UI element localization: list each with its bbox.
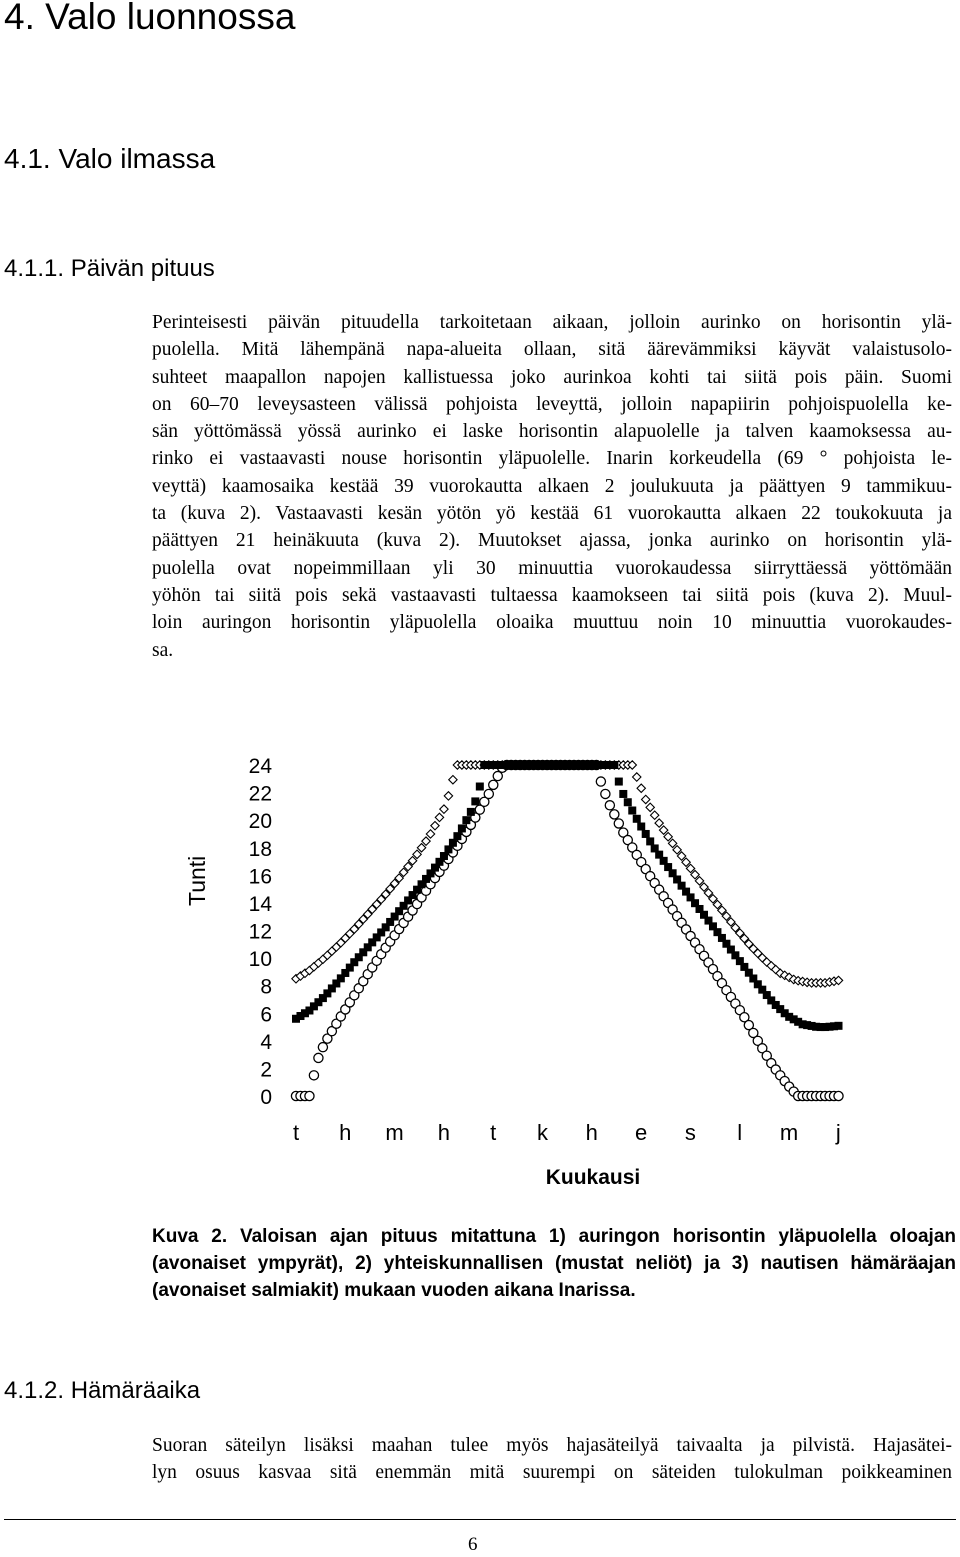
daylength-chart [150, 752, 910, 1197]
paragraph-line: Suoran säteilyn lisäksi maahan tulee myös hajasäteilyä taivaalta ja pilvistä. Hajasätei- [152, 1435, 952, 1456]
series-filled-square [292, 761, 843, 1031]
intro-paragraph [152, 309, 952, 664]
data-point [650, 811, 658, 819]
y-tick-label: 10 [248, 948, 272, 972]
data-point [637, 784, 645, 792]
x-tick-label: l [737, 1120, 743, 1145]
data-point [462, 816, 470, 824]
data-point [314, 1053, 323, 1062]
data-point [655, 819, 663, 827]
y-tick-label: 0 [260, 1086, 272, 1109]
data-point [624, 798, 632, 806]
twilight-paragraph [152, 1432, 952, 1487]
data-point [458, 824, 466, 832]
data-point [444, 792, 452, 800]
data-point [471, 797, 479, 805]
data-point [449, 776, 457, 784]
paragraph-line: puolella. Mitä lähempänä napa-alueita ollaan, sitä äärevämmiksi käyvät valaistusolo- [152, 339, 952, 361]
data-point [646, 837, 654, 845]
data-point [619, 790, 627, 798]
x-tick-label: h [437, 1120, 451, 1145]
data-point [659, 826, 667, 834]
data-point [467, 808, 475, 816]
x-tick-label: m [779, 1120, 799, 1145]
paragraph-line: veyttä) kaamosaika kestää 39 vuorokautta alkaen 2 joulukuuta ja päättyen 9 tammikuu- [152, 475, 952, 497]
data-point [484, 789, 493, 798]
paragraph-line: lyn osuus kasvaa sitä enemmän mitä suurempi on säteiden tulokulman poikkeaminen [152, 1462, 952, 1484]
x-tick-label: m [385, 1120, 404, 1145]
data-point [835, 1022, 843, 1030]
data-point [642, 830, 650, 838]
paragraph-line: rinko ei vastaavasti nouse horisontin yläpuolelle. Inarin korkeudella (69 ° pohjoista le- [152, 448, 952, 470]
paragraph-line: puolella ovat nopeimmillaan yli 30 minuuttia vuorokaudessa siirryttäessä yöttömään [152, 557, 952, 579]
data-point [642, 795, 650, 803]
data-point [476, 783, 484, 791]
subsection-heading: 4.1.1. Päivän pituus [4, 255, 215, 282]
x-axis-title: Kuukausi [545, 1166, 641, 1189]
x-tick-label: t [292, 1120, 300, 1145]
data-point [305, 1091, 314, 1100]
x-tick-label: k [537, 1120, 548, 1145]
data-point [646, 803, 654, 811]
y-tick-label: 16 [248, 865, 272, 889]
x-tick-label: e [634, 1120, 648, 1145]
data-point [664, 833, 672, 841]
paragraph-line: loin auringon horisontin yläpuolella oloaika muuttuu noin 10 minuuttia vuorokaudes- [152, 612, 952, 634]
data-point [417, 844, 425, 852]
data-point [633, 773, 641, 781]
data-point [610, 810, 619, 819]
subsection-heading-2: 4.1.2. Hämäräaika [4, 1377, 201, 1404]
x-tick-label: t [490, 1120, 497, 1145]
x-tick-label: j [835, 1120, 841, 1145]
paragraph-line: yöhön tai siitä pois sekä vastaavasti tultaessa kaamokseen tai siitä pois (kuva 2). Muul- [152, 584, 952, 606]
page-number: 6 [468, 1534, 478, 1555]
data-point [615, 778, 623, 786]
chart-series [291, 760, 843, 1100]
y-tick-label: 8 [260, 975, 272, 999]
data-point [431, 821, 439, 829]
y-tick-label: 18 [248, 837, 272, 861]
data-point [435, 813, 443, 821]
footer-rule [4, 1519, 956, 1520]
data-point [422, 837, 430, 845]
data-point [318, 1043, 327, 1052]
y-tick-label: 4 [260, 1030, 272, 1054]
x-tick-label: s [684, 1120, 696, 1145]
y-tick-labels [249, 755, 273, 1109]
series-open-circle [291, 760, 843, 1100]
paragraph-line: sa. [152, 639, 174, 661]
data-point [637, 823, 645, 831]
paragraph-line: ta (kuva 2). Vastaavasti kesän yötön yö kestää 61 vuorokautta alkaen 22 toukokuuta ja [152, 503, 952, 525]
data-point [834, 1091, 843, 1100]
data-point [605, 801, 614, 810]
data-point [614, 819, 623, 828]
data-point [601, 789, 610, 798]
paragraph-line: päättyen 21 heinäkuuta (kuva 2). Muutokset ajassa, jonka aurinko on horisontin ylä- [152, 530, 952, 552]
data-point [633, 815, 641, 823]
y-tick-label: 20 [248, 810, 272, 834]
x-tick-label: h [585, 1120, 598, 1145]
data-point [489, 780, 498, 789]
y-tick-label: 2 [260, 1058, 272, 1082]
y-tick-label: 22 [248, 782, 272, 806]
x-tick-label: h [339, 1120, 352, 1145]
y-axis-title: Tunti [184, 855, 210, 906]
paragraph-line: sän yöttömässä yössä aurinko ei laske horisontin alapuolelle ja talven kaamoksessa au- [152, 421, 952, 443]
paragraph-line: suhteet maapallon napojen kallistuessa joko aurinkoa kohti tai siitä pois päin. Suomi [152, 366, 952, 388]
y-tick-label: 24 [248, 755, 272, 778]
data-point [440, 805, 448, 813]
series-open-diamond [292, 761, 843, 987]
data-point [309, 1071, 318, 1080]
y-tick-label: 6 [260, 1003, 272, 1027]
data-point [596, 777, 605, 786]
x-tick-labels [293, 1120, 841, 1145]
data-point [610, 761, 618, 769]
section-heading: 4.1. Valo ilmassa [4, 143, 216, 174]
chapter-heading: 4. Valo luonnossa [4, 0, 296, 37]
figure-caption: Kuva 2. Valoisan ajan pituus mitattuna 1) auringon horisontin yläpuolella oloajan (avonaiset ympyrät), 2) yhteiskunnallisen (mustat neliöt) ja 3) nautisen hämäräajan (avonaiset salmiakit) mukaan vuoden aikana Inarissa. [152, 1226, 956, 1301]
data-point [628, 807, 636, 815]
data-point [453, 832, 461, 840]
data-point [426, 830, 434, 838]
data-point [668, 839, 676, 847]
paragraph-line: on 60–70 leveysasteen välissä pohjoista leveyttä, jolloin napapiirin pohjoispuolella ke- [152, 393, 952, 415]
paragraph-line: Perinteisesti päivän pituudella tarkoitetaan aikaan, jolloin aurinko on horisontin ylä- [152, 312, 952, 333]
y-tick-label: 14 [248, 892, 272, 916]
y-tick-label: 12 [248, 920, 272, 944]
